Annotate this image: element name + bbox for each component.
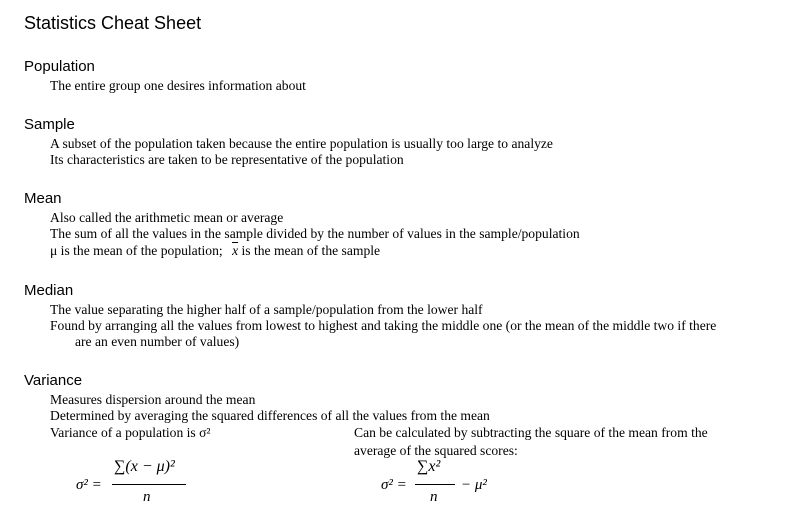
section-heading-median: Median (24, 282, 74, 299)
mu-description: μ is the mean of the population; (50, 243, 223, 258)
formula2-numerator: ∑x² (417, 458, 441, 475)
median-line-2: Found by arranging all the values from lowest to highest and taking the middle one (or the mean of the middle two if there (50, 318, 717, 333)
section-heading-population: Population (24, 58, 95, 75)
formula2-lhs: σ² = (381, 477, 407, 493)
formula2-denominator: n (430, 489, 438, 505)
xbar-description: is the mean of the sample (241, 243, 381, 258)
formula1-lhs: σ² = (76, 477, 102, 493)
xbar-symbol: $\overline{x}$ (232, 243, 239, 258)
section-heading-variance: Variance (24, 372, 83, 389)
variance-line-1: Measures dispersion around the mean (50, 392, 256, 407)
formula1-fraction-bar (112, 484, 186, 485)
population-definition: The entire group one desires information about (50, 78, 306, 93)
formula2-fraction-bar (415, 484, 455, 485)
section-heading-sample: Sample (24, 116, 75, 133)
formula1-denominator: n (143, 489, 151, 505)
sample-line-1: A subset of the population taken because the entire population is usually too large to analyze (50, 136, 553, 151)
mean-line-2: The sum of all the values in the sample divided by the number of values in the sample/population (50, 226, 580, 241)
variance-alt-label-2: average of the squared scores: (354, 443, 518, 458)
median-line-3: are an even number of values) (75, 334, 240, 349)
sample-line-2: Its characteristics are taken to be representative of the population (50, 152, 404, 167)
mean-symbol-line (50, 243, 380, 259)
formula1-numerator: ∑(x − μ)² (114, 458, 175, 475)
variance-alt-label-1: Can be calculated by subtracting the square of the mean from the (354, 425, 708, 440)
variance-line-2: Determined by averaging the squared differences of all the values from the mean (50, 408, 490, 423)
section-heading-mean: Mean (24, 190, 62, 207)
page-title: Statistics Cheat Sheet (24, 13, 202, 33)
variance-population-label: Variance of a population is σ² (50, 425, 211, 440)
formula2-tail: − μ² (461, 477, 487, 493)
median-line-1: The value separating the higher half of a sample/population from the lower half (50, 302, 483, 317)
mean-line-1: Also called the arithmetic mean or average (50, 210, 284, 225)
